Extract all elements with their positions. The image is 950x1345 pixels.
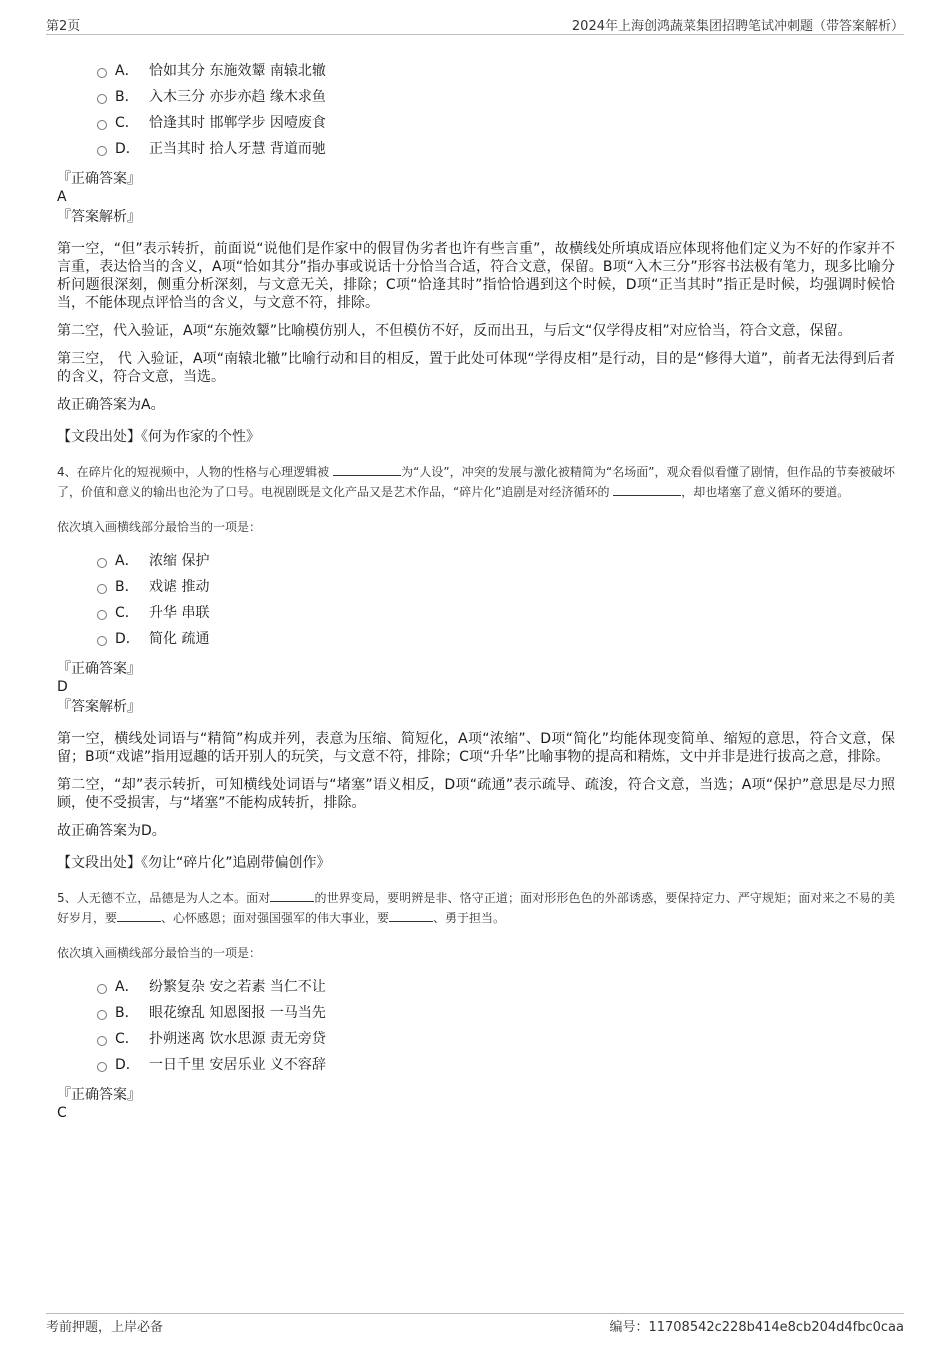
q4-answer: D <box>57 679 68 695</box>
q3-option-a[interactable]: A． 恰如其分 东施效颦 南辕北辙 <box>97 58 895 84</box>
page-content <box>57 58 895 1124</box>
q5-option-c[interactable]: C． 扑朔迷离 饮水思源 责无旁贷 <box>97 1026 895 1052</box>
q5-stem: 5、人无德不立，品德是为人之本。面对 的世界变局，要明辨是非、恪守正道；面对形形色色的外部诱惑，要保持定力、严守规矩；面对来之不易的美好岁月，要 、心怀感恩；面对强国强军的伟大事业，要 、勇于担当。 <box>57 891 895 925</box>
q4-options <box>97 548 895 652</box>
radio-icon[interactable] <box>97 558 107 568</box>
q3-answer-label: 『正确答案』 <box>57 171 141 187</box>
q4-analysis-para: 第二空，“却”表示转折，可知横线处词语与“堵塞”语义相反，D项“疏通”表示疏导、疏浚，符合文意，当选；A项“保护”意思是尽力照顾，使不受损害，与“堵塞”不能构成转折，排除。 <box>57 777 895 811</box>
q5-option-b[interactable]: B． 眼花缭乱 知恩图报 一马当先 <box>97 1000 895 1026</box>
q5-prompt: 依次填入画横线部分最恰当的一项是： <box>57 946 262 960</box>
page-header <box>46 14 904 35</box>
radio-icon[interactable] <box>97 584 107 594</box>
q4-answer-label: 『正确答案』 <box>57 661 141 677</box>
radio-icon[interactable] <box>97 636 107 646</box>
blank <box>270 889 314 902</box>
q4-analysis-label: 『答案解析』 <box>57 699 141 715</box>
q5-option-a[interactable]: A． 纷繁复杂 安之若素 当仁不让 <box>97 974 895 1000</box>
q4-option-a[interactable]: A． 浓缩 保护 <box>97 548 895 574</box>
q5-option-d[interactable]: D． 一日千里 安居乐业 义不容辞 <box>97 1052 895 1078</box>
q3-analysis-para: 第一空，“但”表示转折，前面说“说他们是作家中的假冒伪劣者也许有些言重”，故横线处所填成语应体现将他们定义为不好的作家并不言重，表达恰当的含义，A项“恰如其分”指办事或说话十分恰当合适，符合文意，保留。B项“入木三分”形容书法极有笔力，现多比喻分析问题很深刻，侧重分析深刻，与文意无关，排除；C项“恰逢其时”指恰恰遇到这个时候，D项“正当其时”指正是时候，均强调时候恰当，不能体现点评恰当的含义，与文意不符，排除。 <box>57 241 895 311</box>
q3-answer: A <box>57 189 67 205</box>
document-code: 编号：11708542c228b414e8cb204d4fbc0caa <box>609 1320 904 1335</box>
q3-analysis-label: 『答案解析』 <box>57 209 141 225</box>
q4-conclusion: 故正确答案为D。 <box>57 823 166 839</box>
q4-prompt: 依次填入画横线部分最恰当的一项是： <box>57 520 262 534</box>
q3-analysis-para: 第三空， 代 入验证，A项“南辕北辙”比喻行动和目的相反，置于此处可体现“学得皮相”是行动，目的是“修得大道”，前者无法得到后者的含义，符合文意，当选。 <box>57 351 895 385</box>
q5-answer-label: 『正确答案』 <box>57 1087 141 1103</box>
q4-option-d[interactable]: D． 简化 疏通 <box>97 626 895 652</box>
question-3 <box>57 58 895 446</box>
radio-icon[interactable] <box>97 610 107 620</box>
q3-option-b[interactable]: B． 入木三分 亦步亦趋 缘木求鱼 <box>97 84 895 110</box>
radio-icon[interactable] <box>97 68 107 78</box>
q3-options <box>97 58 895 162</box>
radio-icon[interactable] <box>97 120 107 130</box>
q4-source: 【文段出处】《勿让“碎片化”追剧带偏创作》 <box>57 855 331 871</box>
question-5 <box>57 888 895 1122</box>
page-footer <box>46 1313 904 1336</box>
blank <box>333 463 401 476</box>
q4-stem: 4、在碎片化的短视频中，人物的性格与心理逻辑被 为“人设”，冲突的发展与激化被精简为“名场面”，观众看似看懂了剧情，但作品的节奏被破坏了，价值和意义的输出也沦为了口号。电视剧既是文化产品又是艺术作品，“碎片化”追剧是对经济循环的 ，却也堵塞了意义循环的要道。 <box>57 465 896 499</box>
radio-icon[interactable] <box>97 1010 107 1020</box>
q3-option-c[interactable]: C． 恰逢其时 邯郸学步 因噎废食 <box>97 110 895 136</box>
q3-source: 【文段出处】《何为作家的个性》 <box>57 429 260 445</box>
question-4 <box>57 462 895 872</box>
page-number: 第2页 <box>46 19 81 34</box>
radio-icon[interactable] <box>97 984 107 994</box>
q3-analysis-para: 第二空，代入验证，A项“东施效颦”比喻模仿别人，不但模仿不好，反而出丑，与后文“仅学得皮相”对应恰当，符合文意，保留。 <box>57 323 852 339</box>
blank <box>389 909 433 922</box>
q5-options <box>97 974 895 1078</box>
q5-answer: C <box>57 1105 67 1121</box>
radio-icon[interactable] <box>97 146 107 156</box>
q4-analysis-para: 第一空，横线处词语与“精简”构成并列，表意为压缩、简短化，A项“浓缩”、D项“简化”均能体现变简单、缩短的意思，符合文意，保留；B项“戏谑”指用逗趣的话开别人的玩笑，与文意不符，排除；C项“升华”比喻事物的提高和精炼，文中并非是进行拔高之意，排除。 <box>57 731 895 765</box>
radio-icon[interactable] <box>97 1036 107 1046</box>
radio-icon[interactable] <box>97 94 107 104</box>
footer-slogan: 考前押题，上岸必备 <box>46 1320 164 1335</box>
q4-option-b[interactable]: B． 戏谑 推动 <box>97 574 895 600</box>
radio-icon[interactable] <box>97 1062 107 1072</box>
q3-option-d[interactable]: D． 正当其时 拾人牙慧 背道而驰 <box>97 136 895 162</box>
blank <box>117 909 161 922</box>
q4-option-c[interactable]: C． 升华 串联 <box>97 600 895 626</box>
document-title: 2024年上海创鸿蔬菜集团招聘笔试冲刺题（带答案解析） <box>571 19 904 34</box>
blank <box>613 483 681 496</box>
q3-conclusion: 故正确答案为A。 <box>57 397 165 413</box>
